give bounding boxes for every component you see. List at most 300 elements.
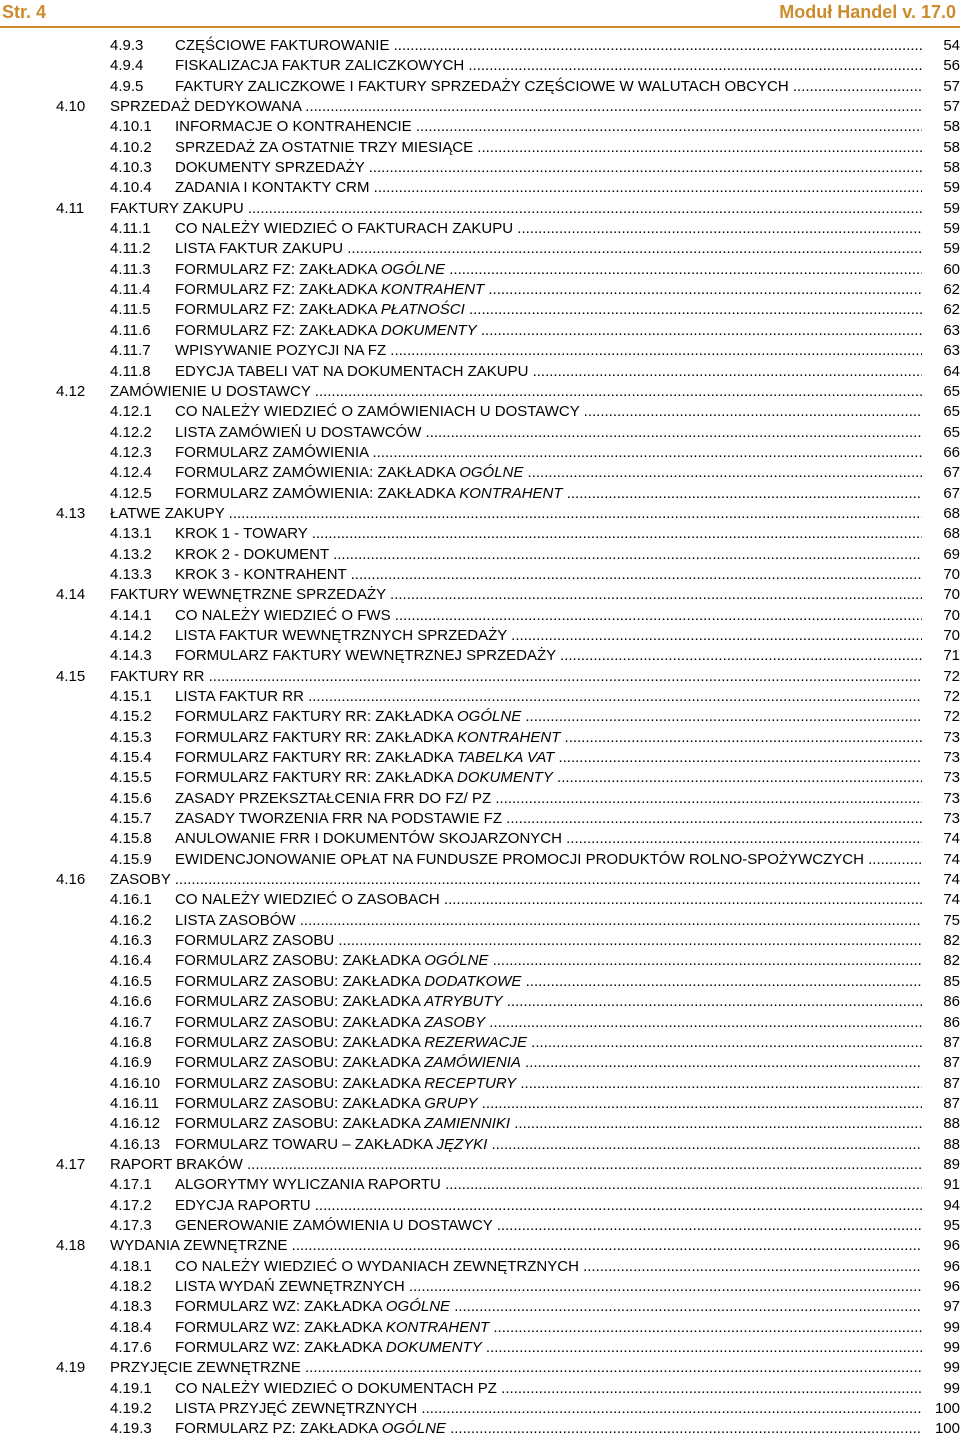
toc-entry-title [175,1033,922,1053]
toc-entry-page: 99 [922,1338,960,1358]
toc-entry-title [175,463,922,483]
toc-entry-number: 4.16.3 [110,932,152,950]
toc-entry[interactable] [0,1196,960,1216]
toc-entry-page: 59 [922,219,960,239]
toc-entry-title-text: ALGORYTMY WYLICZANIA RAPORTU [175,1176,441,1194]
toc-entry-title-text: LISTA PRZYJĘĆ ZEWNĘTRZNYCH [175,1400,418,1418]
toc-entry[interactable] [0,707,960,727]
toc-entry-title-text: FORMULARZ ZASOBU: ZAKŁADKA [175,1054,425,1072]
toc-entry[interactable] [0,484,960,504]
toc-entry[interactable] [0,1135,960,1155]
toc-entry[interactable] [0,951,960,971]
toc-entry-page: 96 [922,1257,960,1277]
toc-entry-page: 100 [922,1419,960,1439]
toc-entry[interactable] [0,1053,960,1073]
toc-entry-title-text: EDYCJA TABELI VAT NA DOKUMENTACH ZAKUPU [175,362,529,380]
toc-entry-title [175,158,922,178]
toc-entry-page: 87 [922,1074,960,1094]
toc-entry-number: 4.16.4 [110,952,152,970]
toc-entry[interactable] [0,402,960,422]
toc-entry-title [175,1013,922,1033]
toc-entry-title-text: CO NALEŻY WIEDZIEĆ O ZASOBACH [175,891,440,909]
toc-entry-number: 4.15.4 [110,749,152,767]
toc-entry-page: 58 [922,138,960,158]
toc-entry-title [175,1419,922,1439]
toc-entry-page: 59 [922,178,960,198]
toc-entry-page: 70 [922,606,960,626]
toc-entry-number: 4.12.1 [110,403,152,421]
toc-entry-title-text: ZAMÓWIENIE U DOSTAWCY [110,382,311,400]
toc-entry-number: 4.15.6 [110,789,152,807]
toc-entry[interactable] [0,911,960,931]
toc-entry-page: 67 [922,484,960,504]
toc-entry-number: 4.11.2 [110,240,151,258]
toc-entry[interactable] [0,117,960,137]
toc-entry-title [175,300,922,320]
toc-entry-number: 4.11.5 [110,301,151,319]
toc-entry-title-text: FORMULARZ TOWARU – ZAKŁADKA [175,1135,437,1153]
toc-entry-title-text: FORMULARZ FZ: ZAKŁADKA [175,260,381,278]
toc-entry-title [175,1297,922,1317]
toc-entry-title [175,321,922,341]
toc-entry-title [175,829,922,849]
toc-entry-title [110,97,922,117]
toc-entry-title-text: CO NALEŻY WIEDZIEĆ O ZAMÓWIENIACH U DOSTAWCY [175,403,580,421]
toc-entry-title-text: KROK 1 - TOWARY [175,525,308,543]
toc-entry[interactable] [0,158,960,178]
toc-entry-title [175,443,922,463]
toc-entry-title-text: FAKTURY WEWNĘTRZNE SPRZEDAŻY [110,586,386,604]
toc-entry-title-italic: ZAMIENNIKI [424,1115,511,1133]
toc-entry-title [175,1175,922,1195]
toc-entry-title [175,402,922,422]
toc-entry-title-text: FORMULARZ FAKTURY RR: ZAKŁADKA [175,728,458,746]
toc-entry-title [175,1196,922,1216]
toc-entry-page: 66 [922,443,960,463]
toc-entry[interactable] [0,1358,960,1378]
toc-entry-number: 4.16.2 [110,911,152,929]
toc-entry-page: 56 [922,56,960,76]
toc-entry-number: 4.12.4 [110,464,152,482]
toc-entry-title [175,138,922,158]
toc-entry-number: 4.13.3 [110,565,152,583]
toc-entry[interactable] [0,56,960,76]
toc-entry[interactable] [0,1074,960,1094]
toc-entry[interactable] [0,890,960,910]
toc-entry-number: 4.14.1 [110,606,152,624]
toc-entry-page: 82 [922,931,960,951]
toc-entry-page: 63 [922,341,960,361]
toc-entry[interactable] [0,260,960,280]
toc-entry-page: 87 [922,1094,960,1114]
toc-entry[interactable] [0,931,960,951]
toc-entry-page: 87 [922,1053,960,1073]
toc-entry-title [110,1155,922,1175]
toc-entry-number: 4.18.3 [110,1298,152,1316]
toc-entry-page: 57 [922,97,960,117]
toc-entry[interactable] [0,626,960,646]
toc-entry-number: 4.12 [56,382,86,400]
toc-entry[interactable] [0,178,960,198]
toc-entry[interactable] [0,768,960,788]
toc-entry-page: 74 [922,850,960,870]
toc-entry-number: 4.15.9 [110,850,152,868]
toc-entry-page: 96 [922,1277,960,1297]
toc-entry-number: 4.11.3 [110,260,151,278]
toc-entry-title-italic: DODATKOWE [424,972,522,990]
toc-entry[interactable] [0,972,960,992]
toc-entry-number: 4.16.12 [110,1115,161,1133]
toc-entry-page: 73 [922,768,960,788]
toc-entry-title-text: KROK 3 - KONTRAHENT [175,565,347,583]
toc-entry[interactable] [0,1419,960,1439]
toc-entry[interactable] [0,1277,960,1297]
toc-entry-title-text: FORMULARZ ZASOBU: ZAKŁADKA [175,1074,425,1092]
toc-entry-number: 4.10.4 [110,179,152,197]
toc-entry[interactable] [0,423,960,443]
toc-entry-title-text: FISKALIZACJA FAKTUR ZALICZKOWYCH [175,57,465,75]
toc-entry-page: 60 [922,260,960,280]
toc-entry-title-text: LISTA FAKTUR RR [175,688,304,705]
toc-entry-page: 72 [922,687,960,707]
toc-entry[interactable] [0,606,960,626]
toc-entry-page: 100 [922,1399,960,1419]
toc-entry-page: 67 [922,463,960,483]
toc-entry-title [175,1094,922,1114]
toc-entry-number: 4.16.9 [110,1054,152,1072]
toc-entry-page: 74 [922,829,960,849]
toc-entry-number: 4.15.5 [110,769,152,787]
toc-entry-number: 4.13.1 [110,525,152,543]
toc-entry-title-italic: KONTRAHENT [459,484,563,502]
toc-entry[interactable] [0,97,960,117]
toc-entry-title-text: FORMULARZ FZ: ZAKŁADKA [175,281,381,299]
toc-entry-page: 73 [922,809,960,829]
toc-entry-number: 4.10 [56,98,86,116]
toc-entry-title [110,585,922,605]
toc-entry[interactable] [0,1338,960,1358]
toc-entry-page: 86 [922,1013,960,1033]
toc-entry-number: 4.14.2 [110,626,152,644]
toc-entry-title-text: PRZYJĘCIE ZEWNĘTRZNE [110,1359,301,1377]
toc-entry-number: 4.16 [56,871,86,889]
toc-entry[interactable] [0,565,960,585]
toc-entry-page: 73 [922,728,960,748]
toc-entry-page: 82 [922,951,960,971]
toc-entry-title-text: FORMULARZ FZ: ZAKŁADKA [175,321,381,339]
toc-entry-page: 69 [922,545,960,565]
toc-entry-title-italic: OGÓLNE [459,464,524,482]
toc-entry-title-text: FORMULARZ ZASOBU: ZAKŁADKA [175,993,425,1011]
toc-entry[interactable] [0,77,960,97]
toc-entry-page: 65 [922,402,960,422]
toc-entry-title-text: FORMULARZ PZ: ZAKŁADKA [175,1420,382,1438]
toc-entry-number: 4.10.3 [110,159,152,177]
toc-entry-number: 4.17.6 [110,1339,152,1356]
toc-entry-title [110,1236,922,1256]
toc-entry-page: 99 [922,1358,960,1378]
toc-entry-title [175,992,922,1012]
toc-entry-number: 4.14 [56,586,86,604]
toc-entry-title-text: LISTA FAKTUR WEWNĘTRZNYCH SPRZEDAŻY [175,626,507,644]
toc-entry-number: 4.18.2 [110,1277,152,1295]
toc-entry-title-text: CO NALEŻY WIEDZIEĆ O FWS [175,606,391,624]
toc-entry-page: 91 [922,1175,960,1195]
toc-entry-title-text: FORMULARZ FAKTURY RR: ZAKŁADKA [175,749,458,767]
toc-entry[interactable] [0,748,960,768]
toc-entry-title-text: FORMULARZ WZ: ZAKŁADKA [175,1298,386,1316]
toc-entry-number: 4.12.2 [110,423,152,441]
toc-entry-title-text: LISTA ZASOBÓW [175,911,296,929]
toc-entry-title [175,789,922,809]
toc-entry[interactable] [0,463,960,483]
toc-entry-title [175,890,922,910]
toc-entry[interactable] [0,687,960,707]
toc-entry-page: 59 [922,199,960,219]
toc-entry-title [175,484,922,504]
toc-entry-title [175,951,922,971]
toc-entry-title-italic: DOKUMENTY [380,321,477,339]
toc-entry-title [110,870,922,890]
toc-entry-page: 73 [922,748,960,768]
toc-entry[interactable] [0,1033,960,1053]
toc-entry[interactable] [0,199,960,219]
toc-entry-number: 4.17 [56,1155,86,1173]
toc-entry[interactable] [0,36,960,56]
toc-entry-title [175,768,922,788]
page-header [0,0,960,28]
toc-entry-title [175,1257,922,1277]
toc-entry-page: 96 [922,1236,960,1256]
toc-entry[interactable] [0,992,960,1012]
toc-entry-number: 4.15.2 [110,708,152,726]
toc-entry[interactable] [0,728,960,748]
toc-entry-page: 58 [922,158,960,178]
toc-entry-page: 57 [922,77,960,97]
toc-entry[interactable] [0,1318,960,1338]
toc-entry-title [110,382,922,402]
toc-entry-title-text: CO NALEŻY WIEDZIEĆ O FAKTURACH ZAKUPU [175,220,514,238]
toc-entry-title-italic: ZAMÓWIENIA [424,1054,521,1072]
toc-entry-page: 72 [922,707,960,727]
toc-entry-title-italic: ATRYBUTY [424,993,503,1011]
toc-entry[interactable] [0,138,960,158]
page-number-label: Str. 4 [2,2,47,22]
toc-entry-page: 74 [922,870,960,890]
toc-entry-title [175,56,922,76]
toc-entry-number: 4.10.1 [110,118,152,136]
toc-entry-page: 71 [922,646,960,666]
toc-entry-title-text: FORMULARZ ZAMÓWIENIA [175,443,369,461]
toc-entry-title-italic: OGÓLNE [424,952,489,970]
toc-entry-title-text: INFORMACJE O KONTRAHENCIE [175,118,412,136]
toc-entry-page: 87 [922,1033,960,1053]
toc-entry[interactable] [0,646,960,666]
toc-entry[interactable] [0,1297,960,1317]
toc-entry-page: 58 [922,117,960,137]
toc-entry-page: 70 [922,565,960,585]
toc-entry-title [175,1114,922,1134]
toc-entry-title-italic: OGÓLNE [381,1420,446,1438]
toc-entry-title-italic: JĘZYKI [436,1135,488,1153]
toc-entry-title-text: CO NALEŻY WIEDZIEĆ O DOKUMENTACH PZ [175,1379,497,1397]
toc-entry-number: 4.16.7 [110,1013,152,1031]
toc-entry-title-text: EDYCJA RAPORTU [175,1196,311,1214]
toc-entry-page: 89 [922,1155,960,1175]
toc-entry-title-text: FAKTURY RR [110,667,205,685]
toc-entry[interactable] [0,341,960,361]
table-of-contents [0,36,960,1440]
toc-entry-title-text: FORMULARZ FZ: ZAKŁADKA [175,301,381,319]
toc-entry-title [175,565,922,585]
toc-entry-title [175,280,922,300]
toc-entry-title-text: SPRZEDAŻ DEDYKOWANA [110,98,302,116]
toc-entry[interactable] [0,219,960,239]
toc-entry[interactable] [0,1399,960,1419]
toc-entry-number: 4.15.8 [110,830,152,848]
toc-entry-number: 4.11.1 [110,220,151,238]
toc-entry-title [175,728,922,748]
toc-entry-title-text: ANULOWANIE FRR I DOKUMENTÓW SKOJARZONYCH [175,830,562,848]
toc-entry-title-italic: OGÓLNE [457,708,522,726]
toc-entry[interactable] [0,382,960,402]
toc-entry[interactable] [0,1379,960,1399]
toc-entry[interactable] [0,1155,960,1175]
toc-entry-title-text: FAKTURY ZAKUPU [110,199,244,217]
toc-entry[interactable] [0,443,960,463]
toc-entry-title [175,1318,922,1338]
toc-entry-number: 4.15 [56,667,86,685]
toc-entry-title [175,77,922,97]
toc-entry-title [175,972,922,992]
toc-entry-number: 4.10.2 [110,138,152,156]
toc-entry-title-italic: OGÓLNE [380,260,446,278]
toc-entry-title [175,545,922,565]
toc-entry-title-text: EWIDENCJONOWANIE OPŁAT NA FUNDUSZE PROMOCJI PRODUKTÓW ROLNO-SPOŻYWCZYCH [175,850,864,868]
toc-entry-title-italic: DOKUMENTY [385,1339,482,1356]
toc-entry-title [175,1074,922,1094]
toc-entry-title [175,809,922,829]
toc-entry-title [175,117,922,137]
toc-entry[interactable] [0,789,960,809]
toc-entry-title-text: CZĘŚCIOWE FAKTUROWANIE [175,37,390,54]
toc-entry-number: 4.12.5 [110,484,152,502]
toc-entry-title-italic: ZASOBY [424,1013,486,1031]
toc-entry[interactable] [0,585,960,605]
toc-entry-number: 4.19.1 [110,1379,152,1397]
toc-entry-title-text: LISTA ZAMÓWIEŃ U DOSTAWCÓW [175,423,422,441]
toc-entry-title-italic: RECEPTURY [424,1074,517,1092]
toc-entry-page: 73 [922,789,960,809]
toc-entry-number: 4.17.2 [110,1196,152,1214]
toc-entry-title-text: FORMULARZ WZ: ZAKŁADKA [175,1318,386,1336]
toc-entry-title [175,260,922,280]
toc-entry[interactable] [0,321,960,341]
toc-entry[interactable] [0,1216,960,1236]
toc-entry-number: 4.19.2 [110,1400,152,1418]
toc-entry-page: 65 [922,423,960,443]
toc-entry-title-text: KROK 2 - DOKUMENT [175,545,329,563]
toc-entry-title [175,1216,922,1236]
toc-entry-number: 4.12.3 [110,443,152,461]
toc-entry-title-text: RAPORT BRAKÓW [110,1155,243,1173]
toc-entry-title-text: ŁATWE ZAKUPY [110,504,225,522]
toc-entry-number: 4.16.10 [110,1074,161,1092]
toc-entry-title-italic: OGÓLNE [385,1298,451,1316]
toc-entry-number: 4.11.6 [110,321,151,339]
toc-entry[interactable] [0,1257,960,1277]
toc-entry[interactable] [0,1094,960,1114]
toc-entry-title [175,341,922,361]
toc-entry[interactable] [0,667,960,687]
toc-entry-title [175,1338,922,1358]
toc-entry-title-text: FORMULARZ FAKTURY WEWNĘTRZNEJ SPRZEDAŻY [175,647,556,665]
toc-entry-title-text: FORMULARZ FAKTURY RR: ZAKŁADKA [175,769,458,787]
toc-entry-number: 4.16.8 [110,1033,152,1051]
toc-entry[interactable] [0,300,960,320]
toc-entry-title-italic: KONTRAHENT [380,281,485,299]
toc-entry-title [175,219,922,239]
toc-entry[interactable] [0,524,960,544]
toc-entry-title [175,911,922,931]
toc-entry-title [175,1277,922,1297]
toc-entry[interactable] [0,1175,960,1195]
toc-entry-title-text: FORMULARZ ZASOBU: ZAKŁADKA [175,1033,425,1051]
toc-entry-page: 59 [922,239,960,259]
toc-entry-title-text: FORMULARZ ZAMÓWIENIA: ZAKŁADKA [175,464,460,482]
toc-entry-number: 4.15.3 [110,728,152,746]
toc-entry[interactable] [0,545,960,565]
toc-entry-number: 4.18.1 [110,1257,152,1275]
toc-entry[interactable] [0,504,960,524]
toc-entry-title-text: CO NALEŻY WIEDZIEĆ O WYDANIACH ZEWNĘTRZNYCH [175,1257,579,1275]
toc-entry-title [175,1379,922,1399]
toc-entry-number: 4.11.4 [110,281,151,299]
toc-entry[interactable] [0,829,960,849]
toc-entry-title [175,239,922,259]
toc-entry-title-italic: DOKUMENTY [457,769,553,787]
toc-entry-title [175,1053,922,1073]
header-divider [0,26,960,28]
toc-entry[interactable] [0,1114,960,1134]
toc-entry-title-text: WPISYWANIE POZYCJI NA FZ [175,342,387,360]
toc-entry-page: 88 [922,1114,960,1134]
toc-entry-page: 99 [922,1318,960,1338]
toc-entry-title-text: WYDANIA ZEWNĘTRZNE [110,1237,288,1255]
toc-entry-page: 88 [922,1135,960,1155]
toc-entry[interactable] [0,850,960,870]
toc-entry-number: 4.19.3 [110,1420,152,1438]
toc-entry-title-text: FORMULARZ ZASOBU: ZAKŁADKA [175,1094,425,1112]
toc-entry[interactable] [0,280,960,300]
toc-entry-number: 4.16.5 [110,972,152,990]
toc-entry-title-text: FORMULARZ ZASOBU: ZAKŁADKA [175,1013,425,1031]
toc-entry[interactable] [0,809,960,829]
toc-entry-page: 54 [922,36,960,56]
toc-entry[interactable] [0,1013,960,1033]
toc-entry-number: 4.15.7 [110,810,152,828]
module-title: Moduł Handel v. 17.0 [779,2,956,22]
toc-entry[interactable] [0,1236,960,1256]
toc-entry[interactable] [0,870,960,890]
toc-entry-title-italic: KONTRAHENT [457,728,561,746]
toc-entry[interactable] [0,239,960,259]
toc-entry-title [175,36,922,56]
toc-entry[interactable] [0,362,960,382]
toc-entry-title [175,524,922,544]
toc-entry-title-text: ZASADY PRZEKSZTAŁCENIA FRR DO FZ/ PZ [175,789,492,807]
toc-entry-title [175,748,922,768]
